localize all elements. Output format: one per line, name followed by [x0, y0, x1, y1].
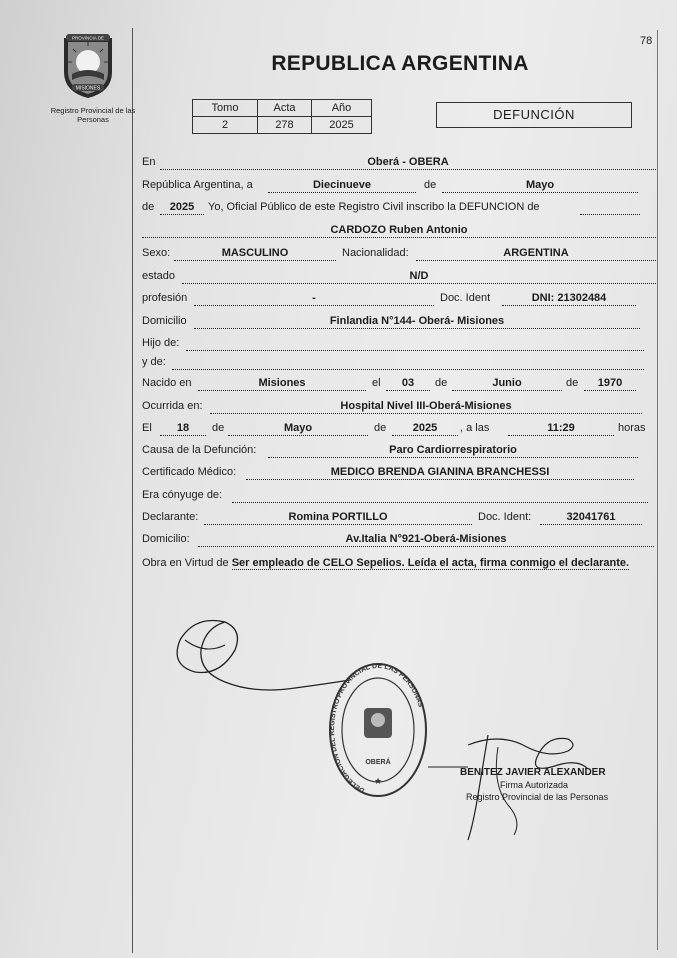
- dotted-line: [416, 260, 656, 261]
- label-nacido-en: Nacido en: [142, 377, 192, 389]
- authorized-role: Firma Autorizada: [500, 780, 569, 790]
- dotted-line: [210, 413, 642, 414]
- label-conyuge: Era cónyuge de:: [142, 489, 223, 501]
- label-en: En: [142, 156, 156, 168]
- field-estado: N/D: [409, 270, 429, 282]
- label-republica: República Argentina, a: [142, 179, 253, 191]
- authorized-name: BENITEZ JAVIER ALEXANDER: [460, 767, 606, 778]
- field-dia-letras: Diecinueve: [312, 179, 372, 191]
- dotted-line: [246, 479, 634, 480]
- acta-header-acta: Acta: [258, 100, 312, 117]
- field-nac-dia: 03: [401, 377, 415, 389]
- row-certificado: [142, 466, 656, 482]
- label-estado: estado: [142, 270, 176, 282]
- dotted-line: [392, 435, 458, 436]
- document-type-box: DEFUNCIÓN: [436, 102, 632, 128]
- dotted-line: [442, 192, 638, 193]
- label-domicilio-declarante: Domicilio:: [142, 533, 190, 545]
- dotted-line: [508, 435, 614, 436]
- dotted-line: [174, 260, 336, 261]
- row-domicilio: [142, 315, 656, 331]
- label-El: El: [142, 422, 152, 434]
- dotted-line: [232, 502, 648, 503]
- dotted-line: [186, 350, 644, 351]
- label-a-las: , a las: [460, 422, 490, 434]
- dotted-line: [580, 214, 640, 215]
- row-declarante: [142, 511, 656, 527]
- row-profesion: [142, 292, 656, 308]
- label-de: de: [566, 377, 579, 389]
- label-de: de: [212, 422, 225, 434]
- row-nombre: [142, 224, 656, 240]
- field-nac-anio: 1970: [597, 377, 623, 389]
- field-nacionalidad: ARGENTINA: [503, 247, 569, 259]
- label-de: de: [424, 179, 437, 191]
- label-hijo-de: Hijo de:: [142, 337, 180, 349]
- row-lugar: [142, 156, 656, 172]
- label-nacionalidad: Nacionalidad:: [342, 247, 409, 259]
- field-certificado: MEDICO BRENDA GIANINA BRANCHESSI: [330, 466, 550, 478]
- row-sexo: [142, 247, 656, 263]
- field-dni: DNI: 21302484: [531, 292, 607, 304]
- label-causa: Causa de la Defunción:: [142, 444, 257, 456]
- dotted-line: [502, 305, 636, 306]
- row-estado: [142, 270, 656, 286]
- row-hijo-de: [142, 337, 656, 353]
- label-declarante: Declarante:: [142, 511, 199, 523]
- province-coat-of-arms: [58, 32, 118, 100]
- label-de-anio: de: [142, 201, 155, 213]
- authorized-signatory: [460, 767, 608, 803]
- field-anio: 2025: [169, 201, 195, 213]
- row-y-de: [142, 356, 656, 372]
- dotted-line: [452, 390, 562, 391]
- dotted-line: [142, 237, 656, 238]
- field-lugar: Oberá - OBERA: [367, 156, 449, 168]
- page-title: REPUBLICA ARGENTINA: [271, 52, 529, 75]
- dotted-line: [194, 328, 640, 329]
- label-y-de: y de:: [142, 356, 166, 368]
- field-def-mes: Mayo: [283, 422, 313, 434]
- acta-header-row: [193, 100, 372, 117]
- field-declarante: Romina PORTILLO: [288, 511, 388, 523]
- field-nombre: CARDOZO Ruben Antonio: [330, 224, 468, 236]
- label-de: de: [374, 422, 387, 434]
- field-declarante-domicilio: Av.Italia N°921-Oberá-Misiones: [345, 533, 507, 545]
- acta-value-acta: 278: [258, 117, 312, 134]
- dotted-line: [194, 305, 434, 306]
- dotted-line: [584, 390, 636, 391]
- field-causa: Paro Cardiorrespiratorio: [389, 444, 517, 456]
- label-sexo: Sexo:: [142, 247, 171, 259]
- field-nacido-en: Misiones: [258, 377, 306, 389]
- field-ocurrida-en: Hospital Nivel III-Oberá-Misiones: [340, 400, 512, 412]
- field-nac-mes: Junio: [492, 377, 522, 389]
- row-fecha-defuncion: [142, 422, 656, 438]
- seal-ring-text: DELEGACION DEL REGISTRO PROVINCIAL DE LAS PERSONAS: [329, 662, 424, 794]
- dotted-line: [160, 169, 656, 170]
- dotted-line: [268, 457, 638, 458]
- dotted-line: [540, 524, 642, 525]
- label-horas: horas: [618, 422, 646, 434]
- dotted-line: [204, 524, 472, 525]
- row-conyuge: [142, 489, 656, 505]
- dotted-line: [268, 192, 416, 193]
- label-el: el: [372, 377, 381, 389]
- field-def-dia: 18: [176, 422, 190, 434]
- label-profesion: profesión: [142, 292, 188, 304]
- official-seal: [326, 660, 430, 800]
- label-doc-ident: Doc. Ident: [440, 292, 491, 304]
- logo-top-text: PROVINCIA DE: [71, 35, 105, 41]
- authorized-office: Registro Provincial de las Personas: [466, 792, 609, 802]
- acta-header-tomo: Tomo: [193, 100, 258, 117]
- registry-label: Registro Provincial de las Personas: [50, 106, 136, 124]
- field-mes: Mayo: [525, 179, 555, 191]
- acta-value-row: [193, 117, 372, 134]
- row-ocurrida-en: [142, 400, 656, 416]
- margin-line: [132, 28, 133, 953]
- right-margin-line: [657, 30, 658, 950]
- closing-text: Ser empleado de CELO Sepelios. Leída el acta, firma conmigo el declarante.: [231, 557, 630, 569]
- acta-header-anio: Año: [312, 100, 372, 117]
- acta-value-anio: 2025: [312, 117, 372, 134]
- label-yo: Yo, Oficial Público de este Registro Civil inscribo la DEFUNCION de: [208, 201, 540, 213]
- label-domicilio: Domicilio: [142, 315, 187, 327]
- label-de: de: [435, 377, 448, 389]
- logo-bottom-text: MISIONES: [75, 85, 101, 92]
- field-sexo: MASCULINO: [221, 247, 289, 259]
- dotted-line: [160, 214, 204, 215]
- closing-paragraph: [142, 556, 654, 571]
- dotted-line: [182, 283, 656, 284]
- dotted-line: [160, 435, 206, 436]
- field-hora: 11:29: [547, 422, 575, 434]
- field-def-anio: 2025: [412, 422, 438, 434]
- row-causa: [142, 444, 656, 460]
- dotted-line: [228, 435, 368, 436]
- dotted-line: [198, 390, 366, 391]
- acta-value-tomo: 2: [193, 117, 258, 134]
- label-certificado: Certificado Médico:: [142, 466, 237, 478]
- closing-prefix: Obra en Virtud de: [142, 557, 229, 569]
- dotted-line: [386, 390, 430, 391]
- field-profesion: -: [312, 292, 316, 304]
- row-domicilio-declarante: [142, 533, 656, 549]
- page-number: 78: [640, 35, 653, 47]
- dotted-line: [172, 369, 644, 370]
- field-declarante-doc: 32041761: [566, 511, 616, 523]
- dotted-line: [198, 546, 654, 547]
- seal-bottom-text: OBERÁ: [365, 759, 391, 766]
- row-inscripcion: [142, 201, 656, 217]
- seal-star-icon: ★: [373, 776, 383, 786]
- row-fecha: [142, 179, 656, 195]
- row-nacimiento: [142, 377, 656, 393]
- field-domicilio: Finlandia N°144- Oberá- Misiones: [329, 315, 505, 327]
- label-ocurrida-en: Ocurrida en:: [142, 400, 203, 412]
- label-doc-ident-declarante: Doc. Ident:: [478, 511, 532, 523]
- acta-table: [192, 99, 372, 134]
